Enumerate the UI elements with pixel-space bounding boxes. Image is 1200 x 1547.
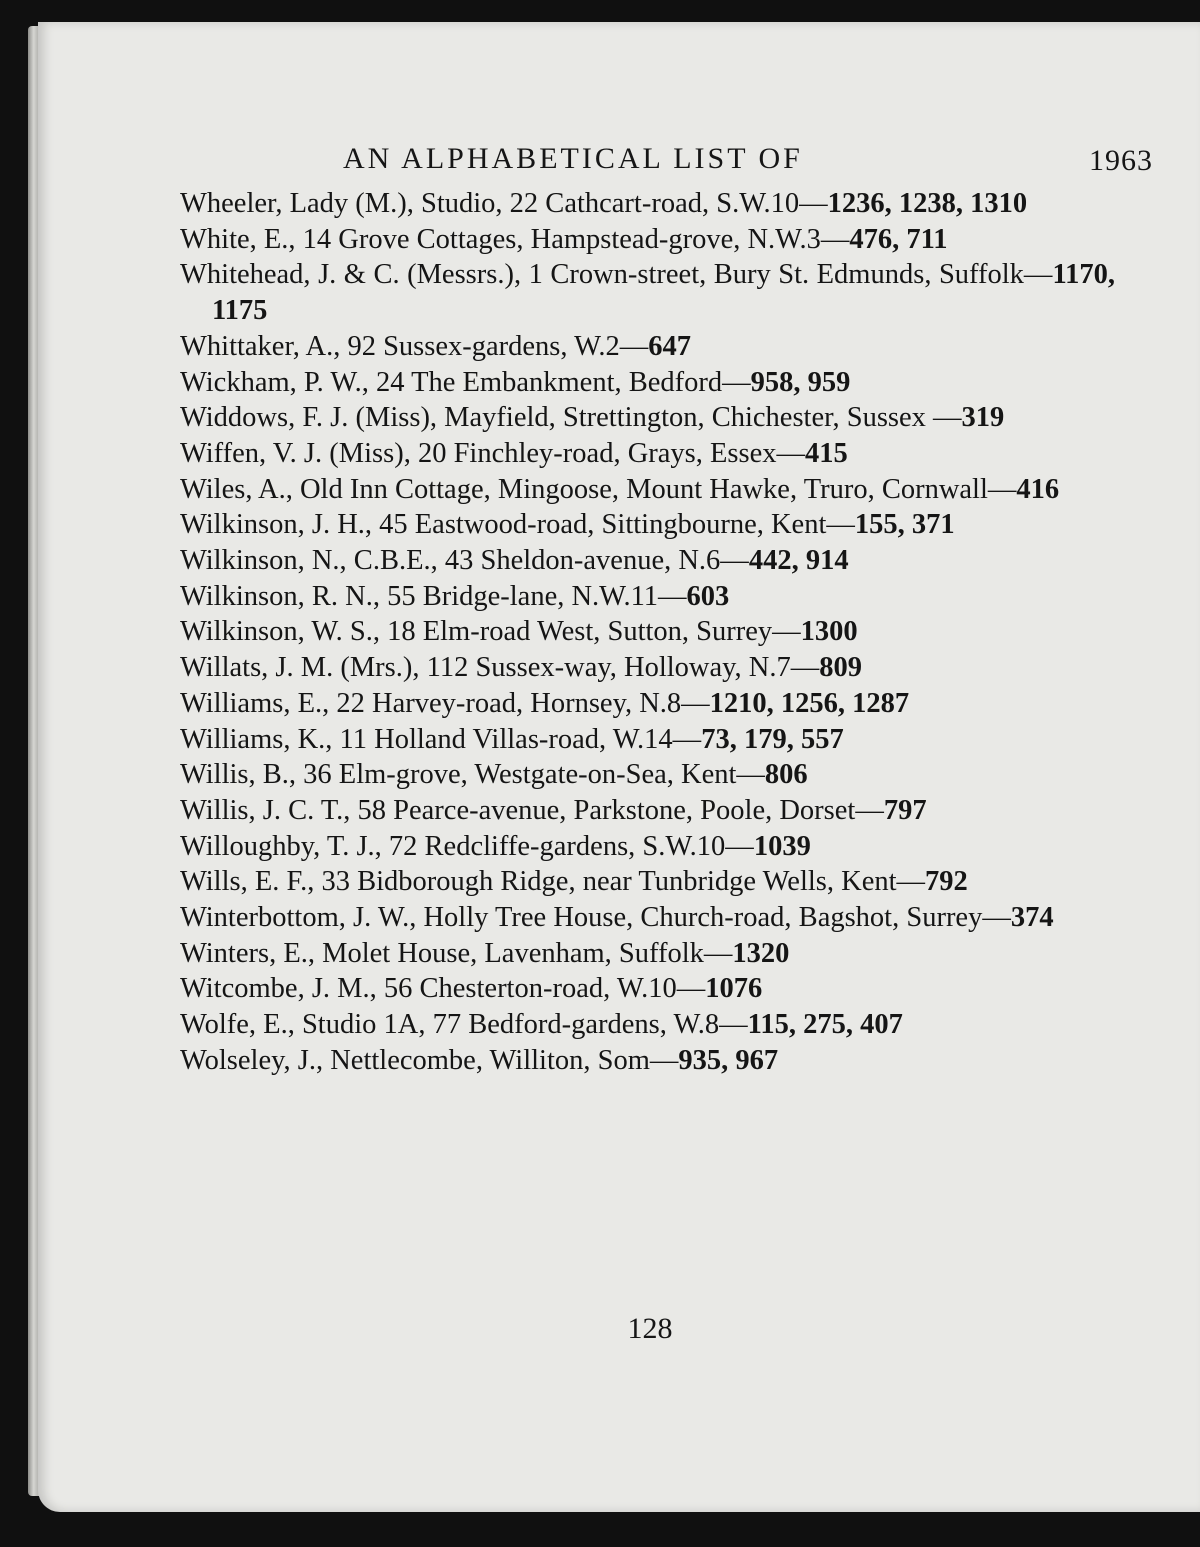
list-item bbox=[180, 1007, 1115, 1043]
entry-text: Willis, B., 36 Elm-grove, Westgate-on-Sea, Kent— bbox=[180, 759, 765, 791]
list-item bbox=[180, 722, 1115, 758]
entry-list bbox=[180, 186, 1115, 1079]
list-item bbox=[180, 329, 1115, 365]
entry-refs: 1320 bbox=[732, 937, 790, 969]
entry-text: Widdows, F. J. (Miss), Mayfield, Strettington, Chichester, Sussex — bbox=[180, 402, 962, 434]
entry-text: White, E., 14 Grove Cottages, Hampstead-grove, N.W.3— bbox=[180, 223, 850, 255]
entry-refs: 442, 914 bbox=[748, 545, 849, 577]
entry-refs: 603 bbox=[686, 580, 730, 612]
entry-refs: 415 bbox=[805, 437, 848, 469]
list-item bbox=[180, 579, 1115, 615]
entry-text: Wilkinson, J. H., 45 Eastwood-road, Sittingbourne, Kent— bbox=[180, 509, 855, 541]
entry-text: Wilkinson, N., C.B.E., 43 Sheldon-avenue, N.6— bbox=[180, 545, 749, 577]
entry-refs: 374 bbox=[1010, 902, 1054, 934]
entry-refs: 416 bbox=[1016, 473, 1060, 505]
entry-text: Wolfe, E., Studio 1A, 77 Bedford-gardens, W.8— bbox=[180, 1009, 748, 1041]
header-title: AN ALPHABETICAL LIST OF bbox=[343, 142, 803, 175]
list-item bbox=[180, 900, 1115, 936]
entry-text: Willis, J. C. T., 58 Pearce-avenue, Parkstone, Poole, Dorset— bbox=[180, 794, 884, 826]
running-header bbox=[343, 142, 1153, 182]
entry-text: Wills, E. F., 33 Bidborough Ridge, near Tunbridge Wells, Kent— bbox=[180, 866, 926, 898]
entry-refs: 797 bbox=[883, 794, 927, 826]
list-item bbox=[180, 222, 1115, 258]
entry-refs: 1236, 1238, 1310 bbox=[827, 188, 1028, 219]
entry-refs: 958, 959 bbox=[750, 366, 851, 398]
entry-text: Wilkinson, W. S., 18 Elm-road West, Sutton, Surrey— bbox=[180, 616, 801, 648]
entry-refs: 809 bbox=[819, 652, 863, 684]
entry-text: Wiffen, V. J. (Miss), 20 Finchley-road, Grays, Essex— bbox=[180, 437, 805, 469]
entry-text: Williams, K., 11 Holland Villas-road, W.14— bbox=[180, 723, 702, 755]
entry-refs: 647 bbox=[648, 330, 692, 362]
list-item bbox=[180, 829, 1115, 865]
list-item bbox=[180, 365, 1115, 401]
list-item bbox=[180, 864, 1115, 900]
list-item bbox=[180, 400, 1115, 436]
entry-text: Williams, E., 22 Harvey-road, Hornsey, N.8— bbox=[180, 687, 710, 719]
entry-text: Wiles, A., Old Inn Cottage, Mingoose, Mount Hawke, Truro, Cornwall— bbox=[180, 473, 1017, 505]
entry-text: Winterbottom, J. W., Holly Tree House, Church-road, Bagshot, Surrey— bbox=[180, 902, 1011, 934]
entry-text: Wolseley, J., Nettlecombe, Williton, Som— bbox=[180, 1044, 679, 1076]
list-item bbox=[180, 257, 1115, 328]
page-number: 128 bbox=[627, 1312, 673, 1345]
list-item bbox=[180, 793, 1115, 829]
list-item bbox=[180, 543, 1115, 579]
entry-text: Wilkinson, R. N., 55 Bridge-lane, N.W.11— bbox=[180, 580, 687, 612]
entry-refs: 1210, 1256, 1287 bbox=[709, 687, 910, 719]
entry-refs: 935, 967 bbox=[678, 1044, 779, 1076]
list-item bbox=[180, 436, 1115, 472]
entry-refs: 73, 179, 557 bbox=[701, 723, 844, 755]
list-item bbox=[180, 614, 1115, 650]
entry-text: Willoughby, T. J., 72 Redcliffe-gardens, S.W.10— bbox=[180, 830, 754, 862]
entry-text: Winters, E., Molet House, Lavenham, Suffolk— bbox=[180, 937, 733, 969]
list-item bbox=[180, 650, 1115, 686]
entry-text: Wheeler, Lady (M.), Studio, 22 Cathcart-road, S.W.10— bbox=[180, 188, 828, 219]
entry-text: Whittaker, A., 92 Sussex-gardens, W.2— bbox=[180, 330, 649, 362]
list-item bbox=[180, 686, 1115, 722]
list-item bbox=[180, 186, 1115, 222]
entry-refs: 115, 275, 407 bbox=[747, 1009, 903, 1041]
entry-refs: 1170, 1175 bbox=[212, 259, 1115, 327]
list-item bbox=[180, 1043, 1115, 1079]
entry-text: Whitehead, J. & C. (Messrs.), 1 Crown-street, Bury St. Edmunds, Suffolk— bbox=[180, 259, 1053, 291]
entry-text: Wickham, P. W., 24 The Embankment, Bedford— bbox=[180, 366, 751, 398]
entry-refs: 806 bbox=[764, 759, 808, 791]
entry-refs: 155, 371 bbox=[854, 509, 955, 541]
entry-refs: 1039 bbox=[753, 830, 811, 862]
entry-refs: 319 bbox=[961, 402, 1005, 434]
entry-refs: 792 bbox=[925, 866, 968, 898]
list-item bbox=[180, 757, 1115, 793]
list-item bbox=[180, 936, 1115, 972]
list-item bbox=[180, 507, 1115, 543]
list-item bbox=[180, 971, 1115, 1007]
list-item bbox=[180, 472, 1115, 508]
entry-text: Witcombe, J. M., 56 Chesterton-road, W.10— bbox=[180, 973, 706, 1005]
entry-refs: 1300 bbox=[800, 616, 858, 648]
header-year: 1963 bbox=[1089, 144, 1153, 177]
entry-refs: 1076 bbox=[705, 973, 763, 1005]
entry-text: Willats, J. M. (Mrs.), 112 Sussex-way, Holloway, N.7— bbox=[180, 652, 820, 684]
entry-refs: 476, 711 bbox=[849, 223, 948, 255]
